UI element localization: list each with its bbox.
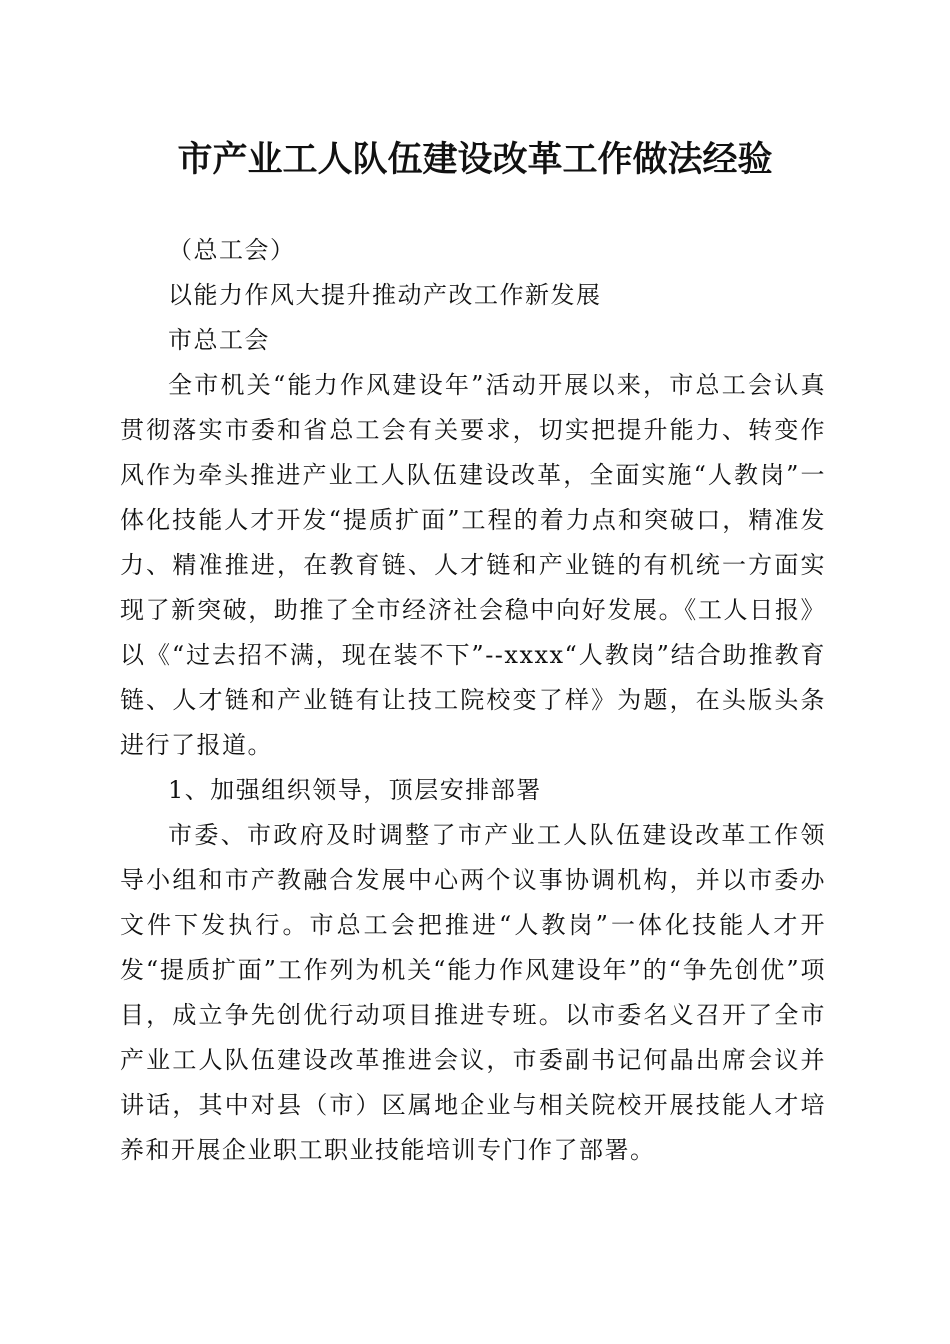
paragraph-issuer: （总工会） xyxy=(168,236,296,264)
document-title: 市产业工人队伍建设改革工作做法经验 xyxy=(177,139,773,180)
paragraph-intro: 全市机关“能力作风建设年”活动开展以来，市总工会认真贯彻落实市委和省总工会有关要求，切实把提升能力、转变作风作为牵头推进产业工人队伍建设改革，全面实施“人教岗”一体化技能人才开发“提质扩面”工程的着力点和突破口，精准发力、精准推进，在教育链、人才链和产业链的有机统一方面实现了新突破，助推了全市经济社会稳中向好发展。《工人日报》以《“过去招不满，现在装不下”--xxxx“人教岗”结合助推教育链、人才链和产业链有让技工院校变了样》为题，在头版头条进行了报道。 xyxy=(120,371,826,759)
paragraph-author: 市总工会 xyxy=(168,326,270,354)
document-body xyxy=(120,228,826,1173)
paragraph-subtitle: 以能力作风大提升推动产改工作新发展 xyxy=(168,281,602,309)
section-heading-1: 1、加强组织领导，顶层安排部署 xyxy=(168,776,542,804)
paragraph-section-1: 市委、市政府及时调整了市产业工人队伍建设改革工作领导小组和市产教融合发展中心两个议事协调机构，并以市委办文件下发执行。市总工会把推进“人教岗”一体化技能人才开发“提质扩面”工作列为机关“能力作风建设年”的“争先创优”项目，成立争先创优行动项目推进专班。以市委名义召开了全市产业工人队伍建设改革推进会议，市委副书记何晶出席会议并讲话，其中对县（市）区属地企业与相关院校开展技能人才培养和开展企业职工职业技能培训专门作了部署。 xyxy=(120,821,826,1164)
